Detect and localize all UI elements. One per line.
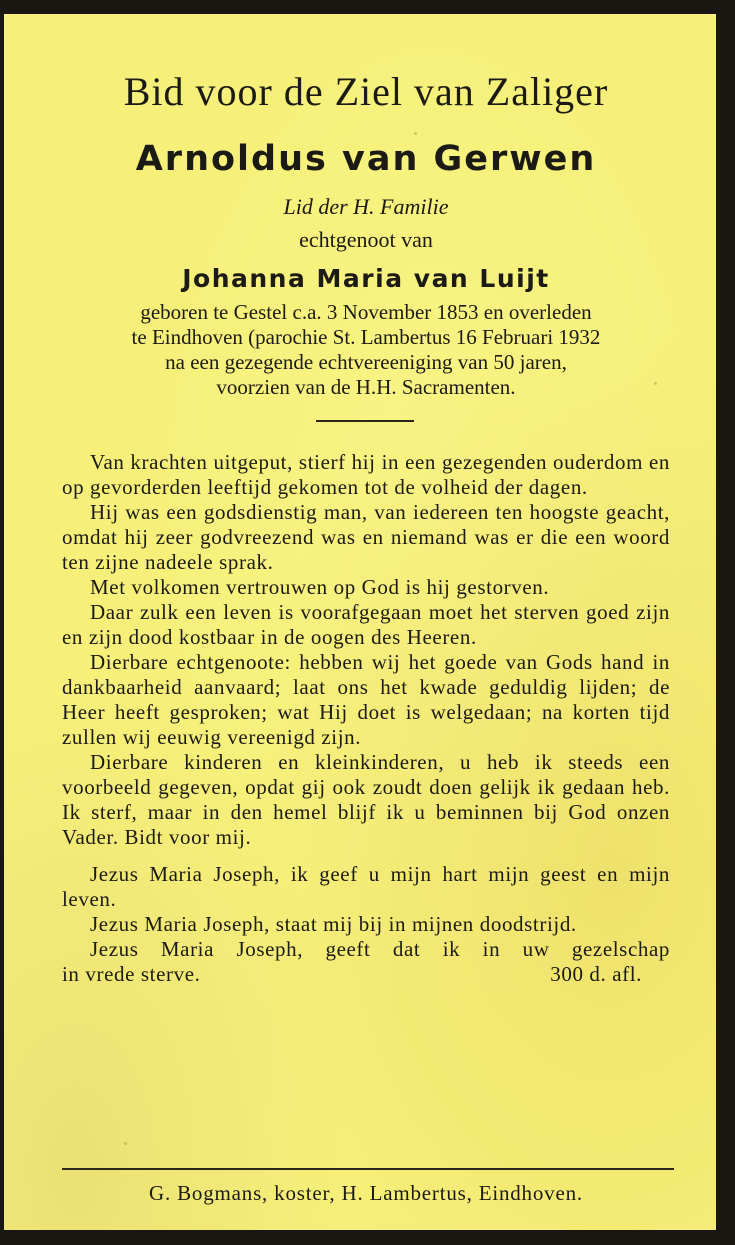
card-heading: Bid voor de Ziel van Zaliger <box>123 69 609 114</box>
bio-line: na een gezegende echtvereeniging van 50 jaren, <box>165 350 567 374</box>
biography <box>62 300 670 400</box>
card-content <box>62 14 670 1230</box>
paragraph: Van krachten uitgeput, stierf hij in een gezegenden ouderdom en op gevorderden leeftijd gekomen tot de volheid der dagen. <box>62 450 670 499</box>
final-prayer-line <box>62 962 670 987</box>
footer-divider <box>62 1168 674 1170</box>
prayer: Jezus Maria Joseph, staat mij bij in mijnen doodstrijd. <box>90 912 577 936</box>
paragraph: Daar zulk een leven is voorafgegaan moet het sterven goed zijn en zijn dood kostbaar in de oogen des Heeren. <box>62 600 670 649</box>
indulgence: 300 d. afl. <box>550 962 642 986</box>
prayer: Jezus Maria Joseph, ik geef u mijn hart mijn geest en mijn leven. <box>62 862 670 911</box>
card-body <box>62 450 670 987</box>
paragraph: Met volkomen vertrouwen op God is hij gestorven. <box>90 575 550 599</box>
bio-line: te Eindhoven (parochie St. Lambertus 16 Februari 1932 <box>131 325 601 349</box>
paragraph: Dierbare echtgenoote: hebben wij het goede van Gods hand in dankbaarheid aanvaard; laat ons het kwade geduldig lijden; de Heer heeft gesproken; wat Hij doet is welgedaan; na korten tijd zullen wij eeuwig vereenigd zijn. <box>62 650 670 749</box>
spouse-name: Johanna Maria van Luijt <box>182 264 550 293</box>
paragraph: Hij was een godsdienstig man, van iedereen ten hoogste geacht, omdat hij zeer godvreezend was en niemand was er die een woord ten zijne nadeele sprak. <box>62 500 670 574</box>
memorial-card <box>4 14 716 1230</box>
printer-credit: G. Bogmans, koster, H. Lambertus, Eindhoven. <box>149 1181 583 1205</box>
divider <box>316 420 414 422</box>
membership-line: Lid der H. Familie <box>283 194 449 219</box>
bio-line: geboren te Gestel c.a. 3 November 1853 en overleden <box>140 300 592 324</box>
final-prayer-end: in vrede sterve. <box>62 962 201 986</box>
spacer <box>62 850 670 862</box>
deceased-name: Arnoldus van Gerwen <box>135 139 597 179</box>
bio-line: voorzien van de H.H. Sacramenten. <box>216 375 516 399</box>
paragraph: Dierbare kinderen en kleinkinderen, u heb ik steeds een voorbeeld gegeven, opdat gij ook zoudt doen gelijk ik gedaan heb. Ik sterf, maar in den hemel blijf ik u beminnen bij God onzen Vader. Bidt voor mij. <box>62 750 670 849</box>
prayer: Jezus Maria Joseph, geeft dat ik in uw gezelschap <box>90 937 670 961</box>
spouse-intro: echtgenoot van <box>299 227 433 252</box>
